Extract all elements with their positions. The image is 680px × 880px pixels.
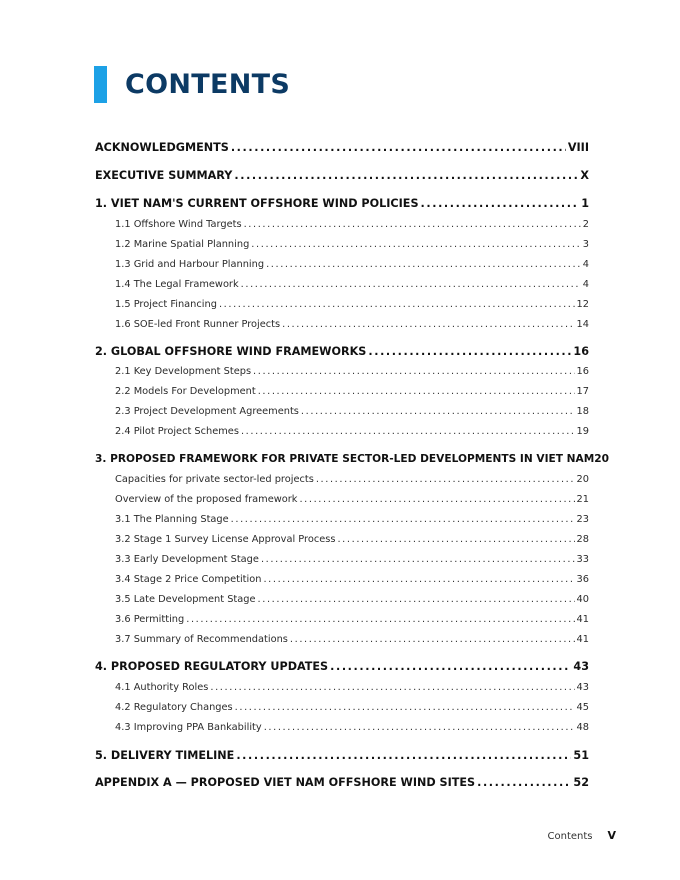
toc-entry-label: 5. DELIVERY TIMELINE [95, 749, 235, 762]
toc-entry-label: ACKNOWLEDGMENTS [95, 141, 229, 154]
dot-leader [290, 634, 575, 645]
dot-leader [236, 749, 571, 762]
dot-leader [282, 319, 574, 330]
toc-entry-label: 3.4 Stage 2 Price Competition [115, 574, 262, 585]
toc-section-1-2[interactable] [115, 239, 589, 250]
toc-entry-page: VIII [567, 141, 589, 154]
dot-leader [477, 776, 571, 789]
toc-entry-label: 1.2 Marine Spatial Planning [115, 239, 250, 250]
toc-entry-label: Capacities for private sector-led projects [115, 474, 314, 485]
dot-leader [316, 474, 575, 485]
dot-leader [235, 702, 575, 713]
toc-entry-label: 2.3 Project Development Agreements [115, 406, 299, 417]
toc-chapter-1[interactable] [95, 197, 589, 210]
toc-entry-page: 1 [581, 197, 589, 210]
dot-leader [244, 219, 581, 230]
toc-section-1-4[interactable] [115, 279, 589, 290]
dot-leader [299, 494, 574, 505]
dot-leader [231, 141, 566, 154]
toc-section-2-2[interactable] [115, 386, 589, 397]
dot-leader [258, 386, 575, 397]
toc-section-3-5[interactable] [115, 594, 589, 605]
toc-section-2-1[interactable] [115, 366, 589, 377]
dot-leader [219, 299, 575, 310]
toc-section-2-4[interactable] [115, 426, 589, 437]
toc-entry-page: 14 [576, 319, 589, 330]
toc-entry-label: 2.1 Key Development Steps [115, 366, 252, 377]
toc-entry-page: 20 [594, 453, 610, 465]
dot-leader [234, 169, 578, 182]
toc-entry-executive-summary[interactable] [95, 169, 589, 182]
toc-entry-label: APPENDIX A — PROPOSED VIET NAM OFFSHORE WIND SITES [95, 776, 476, 789]
toc-section-4-2[interactable] [115, 702, 589, 713]
dot-leader [251, 239, 580, 250]
page-footer [548, 829, 617, 842]
toc-entry-page: 17 [576, 386, 589, 397]
toc-entry-label: EXECUTIVE SUMMARY [95, 169, 233, 182]
toc-section-3-6[interactable] [115, 614, 589, 625]
page-title: CONTENTS [125, 69, 291, 100]
toc-entry-label: 1.3 Grid and Harbour Planning [115, 259, 265, 270]
toc-entry-label: 4.3 Improving PPA Bankability [115, 722, 262, 733]
toc-entry-page: 41 [576, 614, 589, 625]
toc-entry-page: 28 [576, 534, 589, 545]
dot-leader [241, 426, 575, 437]
toc-entry-label: 1.6 SOE-led Front Runner Projects [115, 319, 281, 330]
toc-entry-label: 2.4 Pilot Project Schemes [115, 426, 239, 437]
toc-entry-page: 45 [576, 702, 589, 713]
toc-entry-label: 3.1 The Planning Stage [115, 514, 229, 525]
dot-leader [231, 514, 575, 525]
toc-chapter-4[interactable] [95, 660, 589, 673]
dot-leader [266, 259, 581, 270]
toc-entry-page: 43 [573, 660, 589, 673]
toc-entry-label: 1.1 Offshore Wind Targets [115, 219, 242, 230]
toc-entry-page: 3 [582, 239, 589, 250]
toc-entry-label: 3.6 Permitting [115, 614, 185, 625]
toc-entry-page: 48 [576, 722, 589, 733]
dot-leader [301, 406, 575, 417]
toc-entry-label: 4.2 Regulatory Changes [115, 702, 233, 713]
toc-entry-page: 16 [573, 345, 589, 358]
dot-leader [263, 574, 574, 585]
dot-leader [210, 682, 574, 693]
toc-entry-page: 51 [573, 749, 589, 762]
toc-entry-label: Overview of the proposed framework [115, 494, 298, 505]
toc-entry-page: 2 [582, 219, 589, 230]
footer-section-label: Contents [547, 831, 593, 842]
toc-chapter-5[interactable] [95, 749, 589, 762]
toc-entry-label: 4.1 Authority Roles [115, 682, 209, 693]
toc-entry-page: 4 [582, 279, 589, 290]
toc-entry-label: 2. GLOBAL OFFSHORE WIND FRAMEWORKS [95, 345, 367, 358]
toc-section-1-5[interactable] [115, 299, 589, 310]
footer-page-number: V [607, 829, 616, 842]
toc-entry-page: 20 [576, 474, 589, 485]
dot-leader [253, 366, 574, 377]
toc-appendix-a[interactable] [95, 776, 589, 789]
toc-entry-label: 4. PROPOSED REGULATORY UPDATES [95, 660, 329, 673]
dot-leader [264, 722, 575, 733]
toc-entry-label: 3.7 Summary of Recommendations [115, 634, 288, 645]
toc-section-3-7[interactable] [115, 634, 589, 645]
dot-leader [330, 660, 571, 673]
toc-entry-page: 41 [576, 634, 589, 645]
toc-section-1-6[interactable] [115, 319, 589, 330]
toc-entry-label: 1.5 Project Financing [115, 299, 217, 310]
toc-section-3-3[interactable] [115, 554, 589, 565]
toc-entry-page: 12 [576, 299, 589, 310]
dot-leader [421, 197, 580, 210]
toc-entry-page: 23 [576, 514, 589, 525]
dot-leader [186, 614, 574, 625]
toc-section-1-1[interactable] [115, 219, 589, 230]
toc-section-4-1[interactable] [115, 682, 589, 693]
toc-entry-label: 3.3 Early Development Stage [115, 554, 259, 565]
toc-entry-label: 3.2 Stage 1 Survey License Approval Process [115, 534, 336, 545]
dot-leader [261, 554, 575, 565]
dot-leader [368, 345, 571, 358]
toc-entry-label: 3. PROPOSED FRAMEWORK FOR PRIVATE SECTOR-LED DEVELOPMENTS IN VIET NAM [95, 453, 595, 465]
dot-leader [337, 534, 574, 545]
toc-section-3-2[interactable] [115, 534, 589, 545]
toc-entry-page: 52 [573, 776, 589, 789]
toc-entry-page: 4 [582, 259, 589, 270]
toc-entry-label: 3.5 Late Development Stage [115, 594, 256, 605]
toc-section-3-overview[interactable] [115, 494, 589, 505]
toc-section-3-1[interactable] [115, 514, 589, 525]
toc-entry-page: X [580, 169, 589, 182]
toc-section-2-3[interactable] [115, 406, 589, 417]
toc-entry-page: 19 [576, 426, 589, 437]
toc-entry-page: 36 [576, 574, 589, 585]
toc-chapter-3[interactable] [95, 453, 610, 465]
toc-section-3-capacities[interactable] [115, 474, 589, 485]
toc-entry-page: 16 [576, 366, 589, 377]
toc-entry-label: 1. VIET NAM'S CURRENT OFFSHORE WIND POLICIES [95, 197, 419, 210]
heading-accent-bar [94, 66, 107, 103]
toc-entry-page: 21 [576, 494, 589, 505]
toc-entry-label: 1.4 The Legal Framework [115, 279, 239, 290]
toc-entry-page: 18 [576, 406, 589, 417]
toc-section-1-3[interactable] [115, 259, 589, 270]
toc-chapter-2[interactable] [95, 345, 589, 358]
dot-leader [258, 594, 575, 605]
dot-leader [241, 279, 581, 290]
toc-section-4-3[interactable] [115, 722, 589, 733]
toc-section-3-4[interactable] [115, 574, 589, 585]
toc-entry-page: 43 [576, 682, 589, 693]
page-heading [94, 66, 290, 103]
toc-entry-page: 33 [576, 554, 589, 565]
toc-entry-page: 40 [576, 594, 589, 605]
toc-entry-acknowledgments[interactable] [95, 141, 589, 154]
toc-entry-label: 2.2 Models For Development [115, 386, 256, 397]
